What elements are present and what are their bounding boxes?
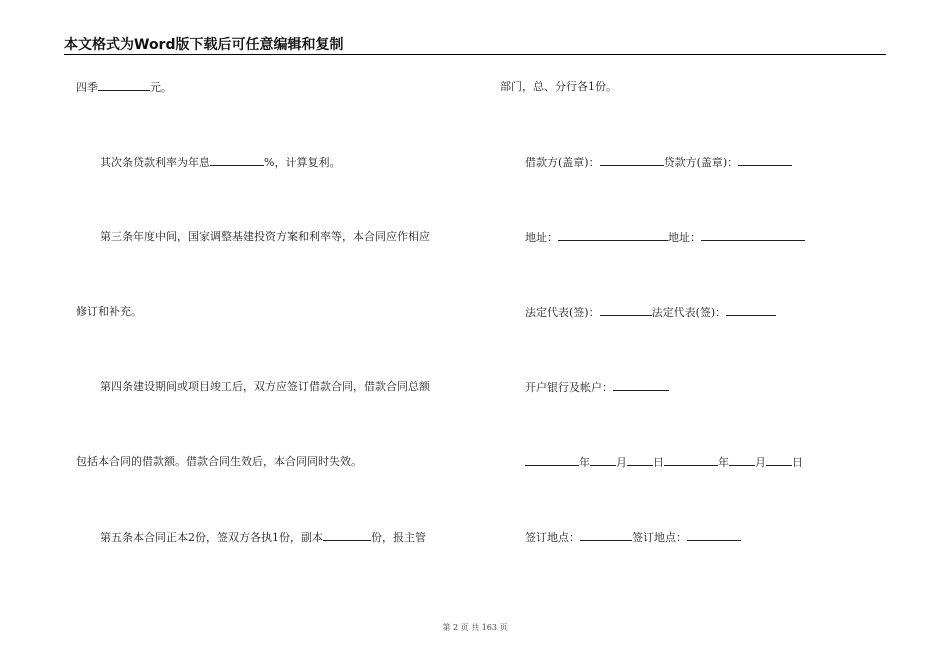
bank-account-line <box>525 380 669 395</box>
year-label: 年 <box>579 456 590 469</box>
blank-field <box>600 155 664 166</box>
blank-field <box>580 530 632 541</box>
address-line <box>525 230 805 245</box>
blank-field <box>701 230 805 241</box>
blank-field <box>729 455 755 466</box>
text-article-5: 第五条本合同正本2份，签双方各执1份，副本 <box>100 531 323 544</box>
day-label: 日 <box>653 456 664 469</box>
blank-field <box>766 455 792 466</box>
left-line-6: 包括本合同的借款额。借款合同生效后，本合同同时失效。 <box>76 455 362 468</box>
blank-field <box>525 455 579 466</box>
page-number-footer: 第 2 页 共 163 页 <box>442 623 508 632</box>
month-label-2: 月 <box>755 456 766 469</box>
date-line <box>525 455 803 470</box>
text-report: 份，报主管 <box>371 531 426 544</box>
page-header <box>64 34 886 55</box>
left-line-7 <box>100 530 426 545</box>
text-yuan: 元。 <box>150 81 172 94</box>
blank-field <box>738 155 792 166</box>
left-line-5: 第四条建设期间或项目竣工后，双方应签订借款合同，借款合同总额 <box>100 380 430 393</box>
blank-field <box>687 530 741 541</box>
day-label-2: 日 <box>792 456 803 469</box>
blank-field <box>323 530 371 541</box>
blank-field <box>210 155 264 166</box>
signing-place-label-2: 签订地点： <box>632 531 687 544</box>
address-label: 地址： <box>525 231 558 244</box>
left-line-1 <box>76 80 172 95</box>
blank-field <box>600 305 652 316</box>
blank-field <box>558 230 668 241</box>
text-interest-rate: 其次条贷款利率为年息 <box>100 156 210 169</box>
bank-account-label: 开户银行及帐户： <box>525 381 613 394</box>
blank-field <box>98 80 150 91</box>
text-four-seasons: 四季 <box>76 81 98 94</box>
text-percent: %，计算复利。 <box>264 156 341 169</box>
borrower-lender-line <box>525 155 792 170</box>
legal-rep-label: 法定代表(签)： <box>525 306 600 319</box>
left-line-3: 第三条年度中间，国家调整基建投资方案和利率等，本合同应作相应 <box>100 230 430 243</box>
blank-field <box>613 380 669 391</box>
signing-place-label: 签订地点： <box>525 531 580 544</box>
blank-field <box>627 455 653 466</box>
borrower-label: 借款方(盖章)： <box>525 156 600 169</box>
signing-place-line <box>525 530 741 545</box>
legal-rep-line <box>525 305 776 320</box>
blank-field <box>664 455 718 466</box>
left-line-2 <box>100 155 340 170</box>
blank-field <box>726 305 776 316</box>
month-label: 月 <box>616 456 627 469</box>
year-label-2: 年 <box>718 456 729 469</box>
lender-label: 贷款方(盖章)： <box>663 156 739 169</box>
blank-field <box>590 455 616 466</box>
address-label-2: 地址： <box>668 231 701 244</box>
legal-rep-label-2: 法定代表(签)： <box>651 306 727 319</box>
right-line-1: 部门，总、分行各1份。 <box>500 80 617 93</box>
left-line-4: 修订和补充。 <box>76 305 142 318</box>
header-title: 本文格式为Word版下载后可任意编辑和复制 <box>64 37 344 53</box>
